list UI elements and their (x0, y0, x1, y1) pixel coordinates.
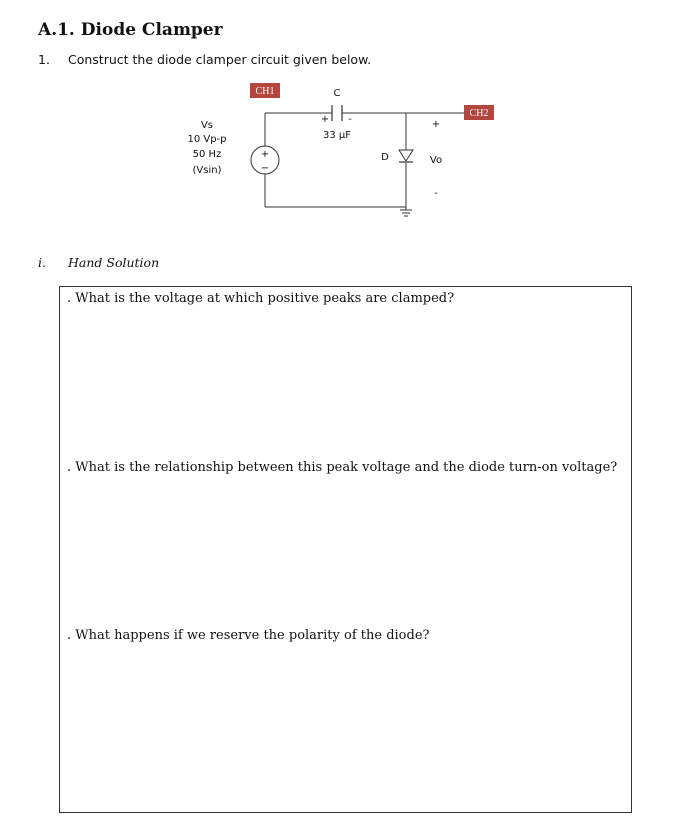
question-1: . What is the voltage at which positive peaks are clamped? (67, 291, 455, 306)
capacitor-name: C (333, 88, 341, 99)
source-minus: − (260, 163, 270, 174)
output-plus: + (431, 119, 441, 130)
ground-icon (400, 210, 412, 216)
answer-box[interactable] (59, 286, 632, 813)
question-2: . What is the relationship between this peak voltage and the diode turn-on voltage? (67, 460, 618, 475)
probe-ch2-label: CH2 (469, 108, 489, 119)
output-minus: - (434, 188, 438, 199)
source-plus: + (260, 149, 270, 160)
step-number: 1. (38, 52, 50, 67)
question-3: . What happens if we reserve the polarity of the diode? (67, 628, 430, 643)
source-type: (Vsin) (192, 165, 222, 176)
capacitor-symbol (332, 105, 342, 121)
probe-ch1-label: CH1 (255, 86, 275, 97)
output-name: Vo (429, 155, 443, 166)
source-amplitude: 10 Vp-p (187, 134, 227, 145)
section-title: A.1. Diode Clamper (38, 20, 223, 40)
part-number: i. (38, 255, 46, 270)
diode-symbol (399, 150, 413, 161)
source-frequency: 50 Hz (192, 149, 222, 160)
step-instruction: Construct the diode clamper circuit given below. (68, 52, 372, 67)
capacitor-value: 33 µF (322, 130, 352, 141)
part-heading: Hand Solution (68, 255, 160, 270)
source-name: Vs (200, 120, 214, 131)
diode-name: D (381, 152, 389, 163)
capacitor-plus: + (320, 114, 330, 125)
capacitor-minus: - (348, 114, 352, 125)
clamper-circuit-diagram (180, 80, 520, 230)
